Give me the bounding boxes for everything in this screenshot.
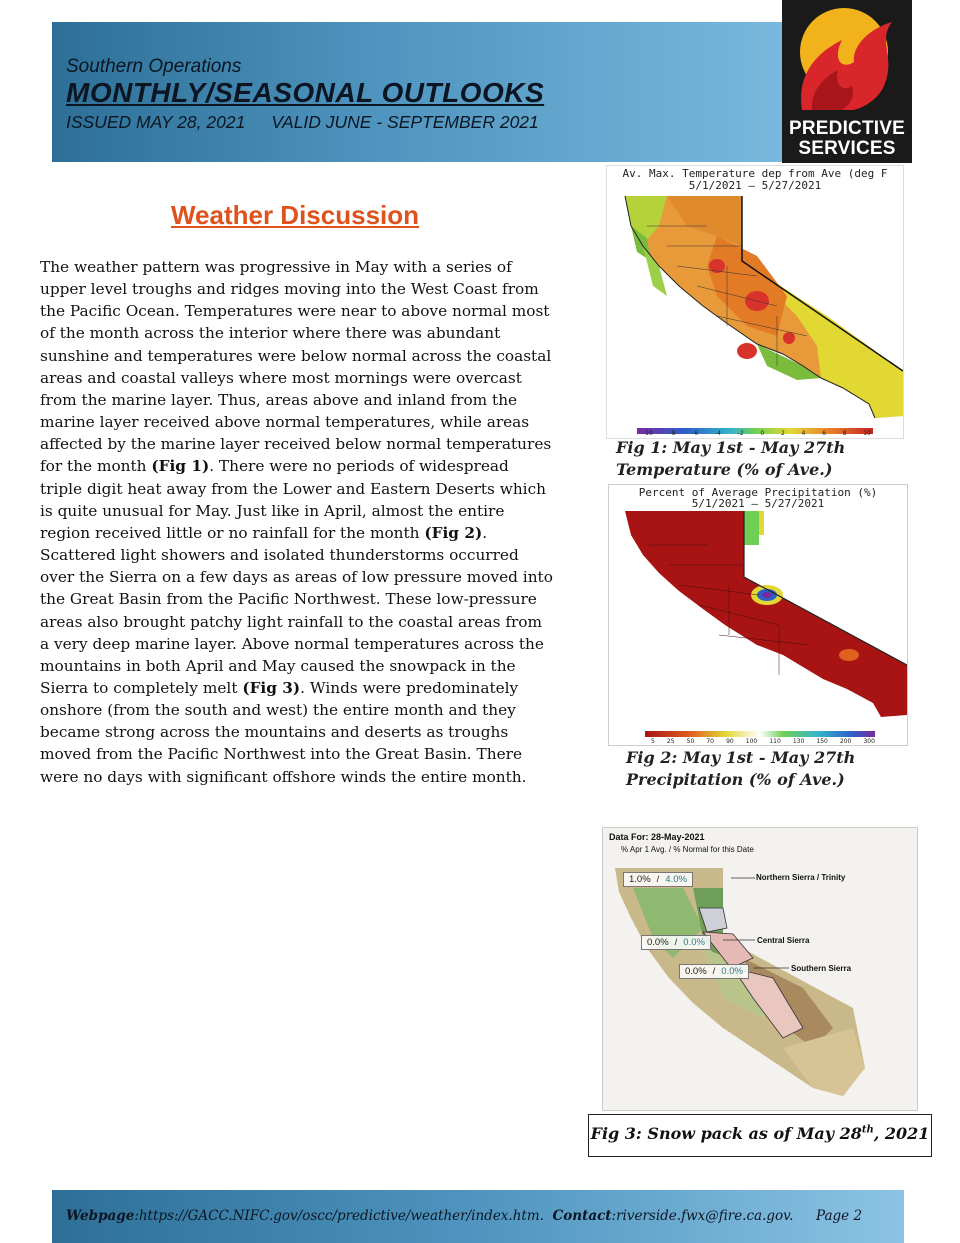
section-heading: Weather Discussion xyxy=(170,200,420,230)
snow-norm-pct: 4.0% xyxy=(665,874,687,885)
page-number: Page 2 xyxy=(816,1208,863,1224)
fig2-caption-line2: Precipitation (% of Ave.) xyxy=(626,770,845,789)
legend-tick: 200 xyxy=(839,738,852,745)
legend-tick: 110 xyxy=(769,738,781,745)
legend-tick: 70 xyxy=(706,738,714,745)
predictive-services-logo xyxy=(782,0,912,163)
snow-subtitle: % Apr 1 Avg. / % Normal for this Date xyxy=(621,845,754,854)
legend-tick: 300 xyxy=(863,738,875,745)
fig3-caption-end: , 2021 xyxy=(873,1124,930,1143)
legend-tick: 100 xyxy=(745,738,758,745)
legend-tick: 8 xyxy=(842,430,847,437)
fig2-map-dates: 5/1/2021 – 5/27/2021 xyxy=(691,497,825,510)
valid-period: VALID JUNE - SEPTEMBER 2021 xyxy=(271,112,539,132)
legend-tick: 150 xyxy=(816,738,828,745)
issue-dates xyxy=(66,112,565,133)
fig3-caption-box xyxy=(588,1114,932,1157)
fig2-ca-map xyxy=(609,485,907,745)
fig1-map-dates: 5/1/2021 – 5/27/2021 xyxy=(688,179,822,192)
fig2-caption xyxy=(626,747,855,791)
legend-tick: 0 xyxy=(760,430,765,437)
snow-region-name: Southern Sierra xyxy=(791,964,852,973)
legend-tick: 90 xyxy=(726,738,734,745)
fig1-caption xyxy=(616,437,845,481)
webpage-label: Webpage xyxy=(66,1208,135,1224)
fig3-caption xyxy=(589,1124,931,1143)
paragraph-part-4: . Winds were predominately onshore (from the south and west) the entire month and they became strong across the mountains and deserts as troughs moved from the Pacific Northwest into the Great Basin. There were no days with significant offshore winds the entire month. xyxy=(40,678,527,786)
fig1-legend xyxy=(643,430,871,437)
snow-region-box: 0.0% / 0.0% xyxy=(641,935,711,950)
snow-data-date: Data For: 28-May-2021 xyxy=(609,832,705,842)
footer-bar xyxy=(52,1190,904,1243)
legend-tick: 130 xyxy=(792,738,805,745)
paragraph-part-3: . Scattered light showers and isolated thunderstorms occurred over the Sierra on a few days as areas of low pressure moved into the Great Basin from the Pacific Northwest. These low-pressure areas also brought patchy light rainfall to the coastal areas from a very deep marine layer. Above normal temperatures across the mountains in both April and May caused the snowpack in the Sierra to completely melt xyxy=(40,523,553,697)
issued-date: ISSUED MAY 28, 2021 xyxy=(66,112,246,132)
snow-region-box: 1.0% / 4.0% xyxy=(623,872,693,887)
precipitation-map xyxy=(608,484,908,746)
legend-tick: 50 xyxy=(686,738,695,745)
temperature-map xyxy=(606,165,904,439)
legend-tick: 10 xyxy=(863,430,871,437)
fig1-ca-map xyxy=(607,166,903,438)
org-name: Southern Operations xyxy=(66,56,242,77)
fig1-caption-line1: Fig 1: May 1st - May 27th xyxy=(616,438,846,457)
fig-ref-2: (Fig 2) xyxy=(424,523,483,542)
snow-norm-pct: 0.0% xyxy=(683,937,705,948)
paragraph-part-2: . There were no periods of widespread triple digit heat away from the Lower and Eastern Deserts which is quite unusual for May. Just like in April, almost the entire region received little or no rainfall for the month xyxy=(40,457,546,542)
fig-ref-1: (Fig 1) xyxy=(151,457,210,476)
legend-tick: 2 xyxy=(780,430,785,437)
fig-ref-3: (Fig 3) xyxy=(242,678,301,697)
legend-tick: -10 xyxy=(643,430,653,437)
legend-tick: 4 xyxy=(801,430,806,437)
legend-tick: -6 xyxy=(692,430,699,437)
snow-norm-pct: 0.0% xyxy=(721,966,743,977)
webpage-link[interactable]: :https://GACC.NIFC.gov/oscc/predictive/weather/index.htm. xyxy=(134,1208,544,1224)
logo-line1: PREDICTIVE xyxy=(788,118,906,139)
page-title: MONTHLY/SEASONAL OUTLOOKS xyxy=(66,77,545,108)
footer-links xyxy=(66,1208,793,1224)
logo-line2: SERVICES xyxy=(798,138,896,159)
fig2-map-title: Percent of Average Precipitation (%) xyxy=(638,486,878,499)
snow-apr-pct: 1.0% xyxy=(629,874,651,885)
fig2-legend xyxy=(651,738,875,745)
fig3-caption-main: Fig 3: Snow pack as of May 28 xyxy=(590,1124,862,1143)
snow-region-name: Central Sierra xyxy=(757,936,810,945)
discussion-paragraph xyxy=(40,256,555,788)
legend-tick: -8 xyxy=(669,430,676,437)
flame-logo-icon xyxy=(782,0,912,118)
fig3-ca-map xyxy=(603,828,917,1110)
header-banner xyxy=(52,22,784,162)
snow-region-name: Northern Sierra / Trinity xyxy=(756,873,846,882)
fig3-caption-sup: th xyxy=(861,1124,874,1136)
legend-tick: 5 xyxy=(651,738,655,745)
snow-apr-pct: 0.0% xyxy=(685,966,707,977)
snowpack-map xyxy=(602,827,918,1111)
legend-tick: -4 xyxy=(714,430,721,437)
fig2-caption-line1: Fig 2: May 1st - May 27th xyxy=(626,748,856,767)
fig1-map-title: Av. Max. Temperature dep from Ave (deg F xyxy=(622,167,888,180)
legend-tick: 6 xyxy=(822,430,826,437)
snow-region-box: 0.0% / 0.0% xyxy=(679,964,749,979)
contact-email[interactable]: :riverside.fwx@fire.ca.gov. xyxy=(611,1208,794,1224)
legend-tick: -2 xyxy=(737,430,744,437)
legend-tick: 25 xyxy=(666,738,675,745)
contact-label: Contact xyxy=(552,1208,612,1224)
fig1-caption-line2: Temperature (% of Ave.) xyxy=(616,460,833,479)
snow-apr-pct: 0.0% xyxy=(647,937,669,948)
paragraph-part-1: The weather pattern was progressive in May with a series of upper level troughs and ridges moving into the West Coast from the Pacific Ocean. Temperatures were near to above normal most of the month across the interior where there was abundant sunshine and temperatures were below normal across the coastal areas and coastal valleys where most mornings were overcast from the marine layer. Thus, areas above and inland from the marine layer received above normal temperatures, while areas affected by the marine layer received below normal temperatures for the month xyxy=(40,258,552,476)
